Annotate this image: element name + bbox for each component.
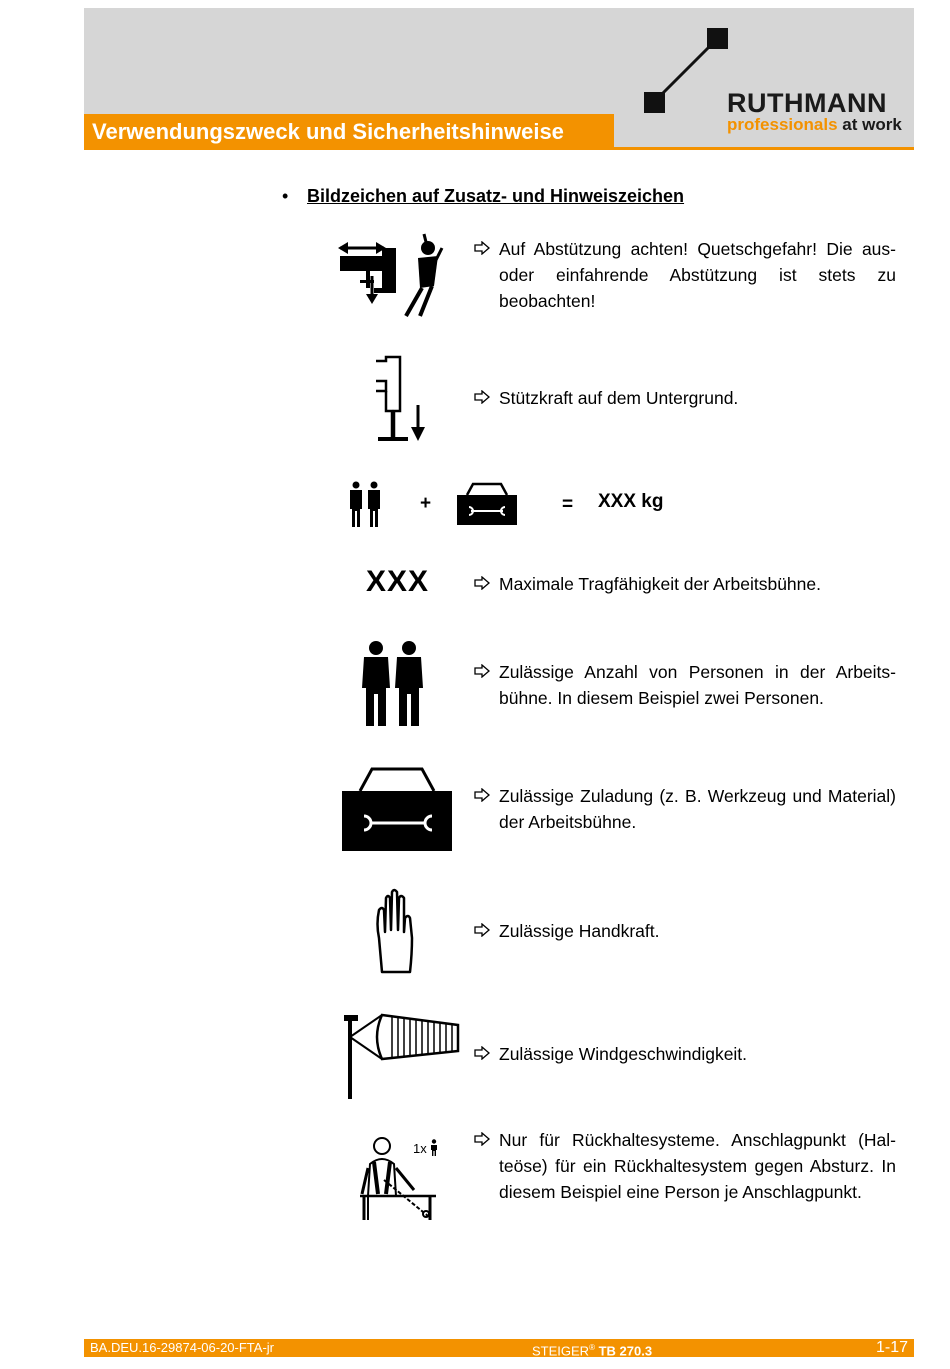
list-item-text: Zulässige Anzahl von Personen in der Arbeitsbühne. In diesem Beispiel zwei Personen. xyxy=(499,662,896,708)
arrow-right-icon xyxy=(474,576,490,590)
brand-tagline-part2: at work xyxy=(842,115,902,134)
list-item-text: Maximale Tragfähigkeit der Arbeitsbühne. xyxy=(499,574,821,594)
hand-icon xyxy=(374,888,418,974)
footer-doc-id: BA.DEU.16-29874-06-20-FTA-jr xyxy=(90,1340,274,1355)
list-item-text: Stützkraft auf dem Untergrund. xyxy=(499,388,739,408)
list-item-text: Nur für Rückhaltesysteme. Anschlagpunkt (Halteöse) für ein Rückhaltesystem gegen Absturz. In diesem Beispiel eine Person je Anschlagpunkt. xyxy=(499,1130,896,1202)
brand-name: RUTHMANN xyxy=(727,88,887,118)
windsock-icon xyxy=(340,1013,462,1101)
footer-page-number: 1-17 xyxy=(875,1339,908,1356)
harness-count-text: 1x xyxy=(413,1141,427,1156)
formula-result: XXX kg xyxy=(598,491,664,512)
outrigger-crush-icon xyxy=(336,228,446,318)
list-item-text: Zulässige Zuladung (z. B. Werkzeug und Material) der Arbeitsbühne. xyxy=(499,786,896,832)
list-item-text: Zulässige Windgeschwindigkeit. xyxy=(499,1044,748,1064)
arrow-right-icon xyxy=(474,788,490,802)
footer-product xyxy=(532,1339,652,1360)
list-item-text: Auf Abstützung achten! Quetschgefahr! Die aus- oder einfahrende Abstützung ist stets zu beobachten! xyxy=(499,239,896,311)
footer-product-model: TB 270.3 xyxy=(598,1343,653,1359)
arrow-right-icon xyxy=(474,664,490,678)
footer-product-prefix: STEIGER xyxy=(532,1343,590,1359)
two-persons-small-icon xyxy=(347,481,383,529)
harness-count-label xyxy=(413,1141,427,1156)
list-item xyxy=(474,659,896,711)
bullet: • xyxy=(282,186,289,206)
list-item xyxy=(474,783,896,835)
arrow-right-icon xyxy=(474,241,490,255)
arrow-right-icon xyxy=(474,1132,490,1146)
list-item xyxy=(474,918,896,944)
arrow-right-icon xyxy=(474,923,490,937)
section-heading xyxy=(282,186,684,207)
person-small-icon xyxy=(429,1139,439,1157)
section-heading-text: Bildzeichen auf Zusatz- und Hinweiszeichen xyxy=(307,186,685,206)
harness-anchor-icon xyxy=(356,1134,440,1224)
arrow-right-icon xyxy=(474,1046,490,1060)
two-persons-icon xyxy=(360,640,426,728)
list-item xyxy=(474,385,896,411)
footer-registered-mark: ® xyxy=(589,1343,595,1352)
toolbox-icon xyxy=(340,765,454,853)
brand-tagline-part1: professionals xyxy=(727,115,838,134)
list-item xyxy=(474,236,896,314)
header-divider xyxy=(614,147,914,150)
page-title: Verwendungszweck und Sicherheitshinweise xyxy=(84,114,614,150)
support-force-icon xyxy=(372,355,432,445)
list-item xyxy=(474,1127,896,1205)
formula-equals: = xyxy=(562,494,574,515)
arrow-right-icon xyxy=(474,390,490,404)
page-footer xyxy=(84,1339,914,1357)
brand-tagline xyxy=(727,115,902,135)
toolbox-small-icon xyxy=(455,481,519,525)
max-load-xxx-icon: XXX xyxy=(366,565,430,598)
list-item-text: Zulässige Handkraft. xyxy=(499,921,660,941)
list-item xyxy=(474,1041,896,1067)
list-item xyxy=(474,571,896,597)
formula-plus: + xyxy=(420,493,432,514)
